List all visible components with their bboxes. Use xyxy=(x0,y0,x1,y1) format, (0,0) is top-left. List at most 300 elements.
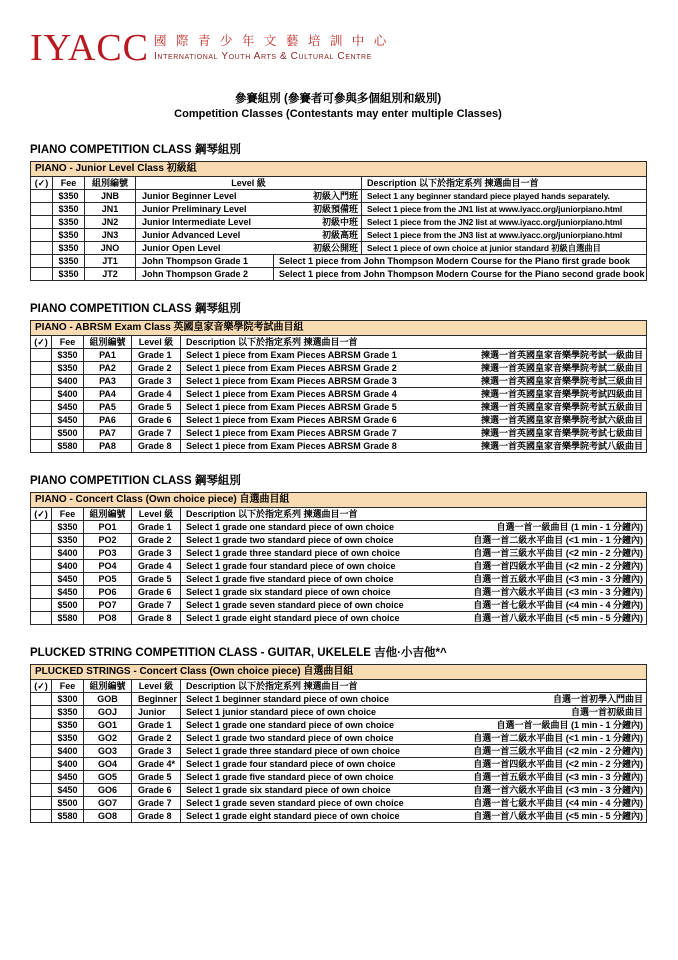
description-cell xyxy=(181,521,647,534)
table-body xyxy=(31,190,647,281)
level-cell: John Thompson Grade 1 xyxy=(136,255,274,268)
text-chinese: 自選一首五級水平曲目 (<3 min - 3 分鐘內) xyxy=(473,574,643,584)
description-cell: Select 1 piece from John Thompson Modern Course for the Piano first grade book xyxy=(274,255,647,268)
description-cell xyxy=(181,427,647,440)
fee-cell: $350 xyxy=(53,242,85,255)
table-row xyxy=(31,719,647,732)
level-cell: Beginner xyxy=(132,693,181,706)
text-chinese: 揀選一首英國皇家音樂學院考試八級曲目 xyxy=(480,441,643,451)
table-band-row xyxy=(31,493,647,508)
code-cell: JN3 xyxy=(85,229,136,242)
table-row xyxy=(31,388,647,401)
text-english: Junior Intermediate Level xyxy=(142,217,252,227)
fee-cell: $450 xyxy=(52,784,84,797)
check-cell xyxy=(31,427,52,440)
code-cell: GO3 xyxy=(84,745,132,758)
table-row xyxy=(31,758,647,771)
description-cell xyxy=(181,362,647,375)
check-cell xyxy=(31,349,52,362)
level-cell: Grade 1 xyxy=(132,719,181,732)
description-cell xyxy=(181,771,647,784)
text-english: Select 1 grade one standard piece of own choice xyxy=(186,720,395,730)
level-cell: Grade 3 xyxy=(132,547,181,560)
table-row xyxy=(31,784,647,797)
code-cell: PA4 xyxy=(84,388,132,401)
level-cell: Grade 2 xyxy=(132,534,181,547)
description-cell xyxy=(181,719,647,732)
fee-cell: $350 xyxy=(52,706,84,719)
text-english: Select 1 grade one standard piece of own choice xyxy=(186,522,395,532)
level-cell: Grade 5 xyxy=(132,771,181,784)
table-row xyxy=(31,401,647,414)
text-chinese: 自選一首三級水平曲目 (<2 min - 2 分鐘內) xyxy=(473,548,643,558)
fee-cell: $400 xyxy=(52,547,84,560)
code-cell: PA3 xyxy=(84,375,132,388)
text-english: Select 1 piece from Exam Pieces ABRSM Grade 6 xyxy=(186,415,397,425)
check-cell xyxy=(31,758,52,771)
text-english: Select 1 grade five standard piece of own choice xyxy=(186,574,394,584)
description-cell xyxy=(181,401,647,414)
column-level: Level 級 xyxy=(132,680,181,693)
code-cell: PA6 xyxy=(84,414,132,427)
table-row xyxy=(31,229,647,242)
code-cell: GO5 xyxy=(84,771,132,784)
description-cell xyxy=(181,586,647,599)
text-chinese: 初級高班 xyxy=(321,230,358,240)
description-cell xyxy=(181,706,647,719)
table-header-row xyxy=(31,508,647,521)
level-cell: Grade 4* xyxy=(132,758,181,771)
section-title: PIANO COMPETITION CLASS 鋼琴組別 xyxy=(30,303,241,315)
table-row xyxy=(31,362,647,375)
table-row xyxy=(31,349,647,362)
code-cell: PO8 xyxy=(84,612,132,625)
fee-cell: $500 xyxy=(52,427,84,440)
description-cell: Select 1 any beginner standard piece played hands separately. xyxy=(362,190,647,203)
check-cell xyxy=(31,745,52,758)
table-row xyxy=(31,521,647,534)
description-cell: Select 1 piece from the JN3 list at www.iyacc.org/juniorpiano.html xyxy=(362,229,647,242)
level-cell xyxy=(136,190,362,203)
description-cell xyxy=(181,547,647,560)
column-code: 組別編號 xyxy=(85,177,136,190)
level-cell: Grade 6 xyxy=(132,784,181,797)
table-row xyxy=(31,534,647,547)
text-chinese: 自選一首七級水平曲目 (<4 min - 4 分鐘內) xyxy=(473,600,643,610)
text-english: Select 1 piece from Exam Pieces ABRSM Grade 8 xyxy=(186,441,397,451)
code-cell: PO5 xyxy=(84,573,132,586)
column-fee: Fee xyxy=(52,508,84,521)
fee-cell: $400 xyxy=(52,375,84,388)
description-cell: Select 1 piece from the JN2 list at www.iyacc.org/juniorpiano.html xyxy=(362,216,647,229)
section-piano-junior xyxy=(30,141,646,281)
check-cell xyxy=(31,534,52,547)
code-cell: GO8 xyxy=(84,810,132,823)
description-cell xyxy=(181,810,647,823)
text-chinese: 揀選一首英國皇家音樂學院考試六級曲目 xyxy=(480,415,643,425)
text-english: Select 1 grade three standard piece of own choice xyxy=(186,548,401,558)
code-cell: PO1 xyxy=(84,521,132,534)
check-cell xyxy=(31,573,52,586)
logo-chinese-name: 國 際 青 少 年 文 藝 培 訓 中 心 xyxy=(154,34,390,48)
text-english: Junior Open Level xyxy=(142,243,221,253)
description-cell xyxy=(181,758,647,771)
text-english: Select 1 piece from Exam Pieces ABRSM Grade 3 xyxy=(186,376,397,386)
table-row xyxy=(31,573,647,586)
table-body xyxy=(31,693,647,823)
level-cell: Grade 7 xyxy=(132,797,181,810)
column-level: Level 級 xyxy=(136,177,362,190)
check-cell xyxy=(31,732,52,745)
fee-cell: $580 xyxy=(52,612,84,625)
text-chinese: 自選一首三級水平曲目 (<2 min - 2 分鐘內) xyxy=(473,746,644,756)
plucked-strings-table xyxy=(30,664,647,823)
check-cell xyxy=(31,547,52,560)
page-heading xyxy=(30,92,646,122)
check-cell xyxy=(31,599,52,612)
text-english: Select 1 grade six standard piece of own choice xyxy=(186,785,391,795)
text-english: Junior Advanced Level xyxy=(142,230,241,240)
text-chinese: 初級入門班 xyxy=(312,191,358,201)
table-row xyxy=(31,255,647,268)
table-row xyxy=(31,706,647,719)
column-description: Description 以下於指定系列 揀選曲目一首 xyxy=(181,508,647,521)
text-english: Select 1 grade two standard piece of own choice xyxy=(186,535,394,545)
check-cell xyxy=(31,203,53,216)
text-chinese: 自選一首初學入門曲目 xyxy=(553,694,644,704)
table-row xyxy=(31,375,647,388)
text-chinese: 自選一首八級水平曲目 (<5 min - 5 分鐘內) xyxy=(473,811,644,821)
text-chinese: 自選一首二級水平曲目 (<1 min - 1 分鐘內) xyxy=(473,733,644,743)
check-cell xyxy=(31,216,53,229)
text-english: Select 1 piece from Exam Pieces ABRSM Grade 2 xyxy=(186,363,397,373)
text-english: Select 1 piece from Exam Pieces ABRSM Grade 7 xyxy=(186,428,397,438)
text-chinese: 自選一首六級水平曲目 (<3 min - 3 分鐘內) xyxy=(473,587,643,597)
column-level: Level 級 xyxy=(132,336,181,349)
fee-cell: $400 xyxy=(52,745,84,758)
fee-cell: $450 xyxy=(52,414,84,427)
column-fee: Fee xyxy=(52,336,84,349)
text-chinese: 自選一首一級曲目 (1 min - 1 分鐘內) xyxy=(496,720,644,730)
text-chinese: 自選一首四級水平曲目 (<2 min - 2 分鐘內) xyxy=(473,561,643,571)
code-cell: PO7 xyxy=(84,599,132,612)
piano-concert-table xyxy=(30,492,647,625)
text-chinese: 自選一首七級水平曲目 (<4 min - 4 分鐘內) xyxy=(473,798,644,808)
level-cell xyxy=(136,216,362,229)
level-cell: John Thompson Grade 2 xyxy=(136,268,274,281)
description-cell xyxy=(181,388,647,401)
level-cell: Grade 5 xyxy=(132,401,181,414)
description-cell xyxy=(181,349,647,362)
text-chinese: 揀選一首英國皇家音樂學院考試五級曲目 xyxy=(480,402,643,412)
code-cell: JN1 xyxy=(85,203,136,216)
fee-cell: $350 xyxy=(53,229,85,242)
column-level: Level 級 xyxy=(132,508,181,521)
check-cell xyxy=(31,797,52,810)
column-code: 組別編號 xyxy=(84,508,132,521)
fee-cell: $500 xyxy=(52,797,84,810)
text-english: Select 1 beginner standard piece of own choice xyxy=(186,694,390,704)
text-chinese: 自選一首初級曲目 xyxy=(571,707,644,717)
code-cell: GO6 xyxy=(84,784,132,797)
text-chinese: 揀選一首英國皇家音樂學院考試四級曲目 xyxy=(480,389,643,399)
level-cell: Grade 6 xyxy=(132,414,181,427)
description-cell xyxy=(181,573,647,586)
description-cell: Select 1 piece from the JN1 list at www.iyacc.org/juniorpiano.html xyxy=(362,203,647,216)
fee-cell: $350 xyxy=(52,732,84,745)
fee-cell: $450 xyxy=(52,573,84,586)
level-cell: Grade 3 xyxy=(132,375,181,388)
text-chinese: 揀選一首英國皇家音樂學院考試一級曲目 xyxy=(480,350,643,360)
fee-cell: $350 xyxy=(53,268,85,281)
table-row xyxy=(31,560,647,573)
table-band-row xyxy=(31,162,647,177)
level-cell: Grade 8 xyxy=(132,612,181,625)
column-check: (✓) xyxy=(31,177,53,190)
text-english: Select 1 grade eight standard piece of own choice xyxy=(186,613,400,623)
text-chinese: 自選一首六級水平曲目 (<3 min - 3 分鐘內) xyxy=(473,785,644,795)
level-cell: Grade 7 xyxy=(132,427,181,440)
logo-text xyxy=(154,30,389,64)
code-cell: GO1 xyxy=(84,719,132,732)
check-cell xyxy=(31,375,52,388)
check-cell xyxy=(31,242,53,255)
heading-chinese: 參賽組別 (參賽者可參與多個組別和級別) xyxy=(234,93,442,105)
fee-cell: $350 xyxy=(53,190,85,203)
description-cell xyxy=(181,693,647,706)
description-cell xyxy=(181,732,647,745)
table-row xyxy=(31,440,647,453)
table-row xyxy=(31,797,647,810)
check-cell xyxy=(31,771,52,784)
logo-english-name: International Youth Arts & Cultural Centre xyxy=(154,51,372,62)
table-row xyxy=(31,599,647,612)
text-english: Select 1 piece from Exam Pieces ABRSM Grade 5 xyxy=(186,402,397,412)
code-cell: JT1 xyxy=(85,255,136,268)
table-row xyxy=(31,732,647,745)
fee-cell: $300 xyxy=(52,693,84,706)
level-cell: Grade 7 xyxy=(132,599,181,612)
description-cell xyxy=(181,612,647,625)
check-cell xyxy=(31,401,52,414)
description-cell xyxy=(181,534,647,547)
level-cell: Junior xyxy=(132,706,181,719)
check-cell xyxy=(31,414,52,427)
table-row xyxy=(31,414,647,427)
level-cell: Grade 1 xyxy=(132,349,181,362)
table-row xyxy=(31,547,647,560)
table-body xyxy=(31,521,647,625)
table-row xyxy=(31,771,647,784)
text-chinese: 揀選一首英國皇家音樂學院考試三級曲目 xyxy=(480,376,643,386)
text-english: Junior Preliminary Level xyxy=(142,204,247,214)
text-english: Select 1 piece from Exam Pieces ABRSM Grade 1 xyxy=(186,350,397,360)
check-cell xyxy=(31,190,53,203)
column-description: Description 以下於指定系列 揀選曲目一首 xyxy=(362,177,647,190)
column-check: (✓) xyxy=(31,508,52,521)
fee-cell: $350 xyxy=(52,534,84,547)
description-cell xyxy=(181,375,647,388)
check-cell xyxy=(31,440,52,453)
table-header-row xyxy=(31,680,647,693)
text-chinese: 揀選一首英國皇家音樂學院考試二級曲目 xyxy=(480,363,643,373)
check-cell xyxy=(31,810,52,823)
description-cell: Select 1 piece from John Thompson Modern Course for the Piano second grade book xyxy=(274,268,647,281)
section-piano-abrsm xyxy=(30,300,646,453)
table-band-title: PIANO - ABRSM Exam Class 英國皇家音樂學院考試曲目組 xyxy=(31,321,647,336)
table-row xyxy=(31,586,647,599)
logo-acronym: IYACC xyxy=(30,27,150,69)
table-header-row xyxy=(31,177,647,190)
fee-cell: $350 xyxy=(52,521,84,534)
description-cell xyxy=(181,745,647,758)
text-english: Select 1 grade four standard piece of own choice xyxy=(186,759,396,769)
code-cell: PO2 xyxy=(84,534,132,547)
level-cell: Grade 5 xyxy=(132,573,181,586)
check-cell xyxy=(31,255,53,268)
level-cell xyxy=(136,203,362,216)
section-piano-concert xyxy=(30,472,646,625)
check-cell xyxy=(31,388,52,401)
table-band-title: PIANO - Junior Level Class 初級組 xyxy=(31,162,647,177)
level-cell: Grade 4 xyxy=(132,388,181,401)
code-cell: JNO xyxy=(85,242,136,255)
description-cell: Select 1 piece of own choice at junior standard 初級自選曲目 xyxy=(362,242,647,255)
text-english: Select 1 junior standard piece of own choice xyxy=(186,707,377,717)
check-cell xyxy=(31,706,52,719)
table-row xyxy=(31,203,647,216)
description-cell xyxy=(181,440,647,453)
check-cell xyxy=(31,586,52,599)
code-cell: PO3 xyxy=(84,547,132,560)
column-check: (✓) xyxy=(31,680,52,693)
text-chinese: 自選一首四級水平曲目 (<2 min - 2 分鐘內) xyxy=(473,759,644,769)
description-cell xyxy=(181,599,647,612)
column-code: 組別編號 xyxy=(84,680,132,693)
table-row xyxy=(31,745,647,758)
text-english: Select 1 grade four standard piece of own choice xyxy=(186,561,396,571)
fee-cell: $580 xyxy=(52,440,84,453)
check-cell xyxy=(31,693,52,706)
column-description: Description 以下於指定系列 揀選曲目一首 xyxy=(181,336,647,349)
fee-cell: $350 xyxy=(53,203,85,216)
description-cell xyxy=(181,797,647,810)
fee-cell: $450 xyxy=(52,401,84,414)
text-english: Select 1 piece from Exam Pieces ABRSM Grade 4 xyxy=(186,389,397,399)
level-cell: Grade 4 xyxy=(132,560,181,573)
section-plucked-strings xyxy=(30,644,646,823)
text-chinese: 初級公開班 xyxy=(312,243,358,253)
description-cell xyxy=(181,414,647,427)
code-cell: PA1 xyxy=(84,349,132,362)
fee-cell: $450 xyxy=(52,771,84,784)
level-cell: Grade 3 xyxy=(132,745,181,758)
text-english: Select 1 grade seven standard piece of own choice xyxy=(186,600,404,610)
code-cell: PA8 xyxy=(84,440,132,453)
text-chinese: 自選一首一級曲目 (1 min - 1 分鐘內) xyxy=(496,522,643,532)
text-english: Select 1 grade three standard piece of own choice xyxy=(186,746,401,756)
text-chinese: 自選一首五級水平曲目 (<3 min - 3 分鐘內) xyxy=(473,772,644,782)
text-english: Select 1 grade seven standard piece of own choice xyxy=(186,798,404,808)
text-chinese: 初級預備班 xyxy=(312,204,358,214)
table-header-row xyxy=(31,336,647,349)
description-cell xyxy=(181,560,647,573)
code-cell: PA7 xyxy=(84,427,132,440)
fee-cell: $400 xyxy=(52,388,84,401)
column-code: 組別編號 xyxy=(84,336,132,349)
text-english: Select 1 grade five standard piece of own choice xyxy=(186,772,394,782)
code-cell: JN2 xyxy=(85,216,136,229)
check-cell xyxy=(31,784,52,797)
code-cell: PA2 xyxy=(84,362,132,375)
table-row xyxy=(31,612,647,625)
text-chinese: 自選一首八級水平曲目 (<5 min - 5 分鐘內) xyxy=(473,613,643,623)
column-fee: Fee xyxy=(52,680,84,693)
fee-cell: $350 xyxy=(53,216,85,229)
table-band-title: PLUCKED STRINGS - Concert Class (Own choice piece) 自選曲目組 xyxy=(31,665,647,680)
column-fee: Fee xyxy=(53,177,85,190)
text-english: Select 1 grade eight standard piece of own choice xyxy=(186,811,400,821)
fee-cell: $450 xyxy=(52,586,84,599)
check-cell xyxy=(31,362,52,375)
text-english: Select 1 grade six standard piece of own choice xyxy=(186,587,391,597)
level-cell: Grade 2 xyxy=(132,732,181,745)
fee-cell: $350 xyxy=(52,349,84,362)
code-cell: GO7 xyxy=(84,797,132,810)
check-cell xyxy=(31,268,53,281)
table-band-title: PIANO - Concert Class (Own choice piece) 自選曲目組 xyxy=(31,493,647,508)
description-cell xyxy=(181,784,647,797)
code-cell: PA5 xyxy=(84,401,132,414)
code-cell: GOB xyxy=(84,693,132,706)
check-cell xyxy=(31,521,52,534)
check-cell xyxy=(31,229,53,242)
level-cell: Grade 8 xyxy=(132,440,181,453)
fee-cell: $400 xyxy=(52,560,84,573)
level-cell xyxy=(136,242,362,255)
fee-cell: $400 xyxy=(52,758,84,771)
check-cell xyxy=(31,719,52,732)
fee-cell: $500 xyxy=(52,599,84,612)
text-english: Junior Beginner Level xyxy=(142,191,237,201)
table-row xyxy=(31,242,647,255)
text-chinese: 初級中班 xyxy=(321,217,358,227)
level-cell: Grade 8 xyxy=(132,810,181,823)
section-title: PIANO COMPETITION CLASS 鋼琴組別 xyxy=(30,475,241,487)
code-cell: JT2 xyxy=(85,268,136,281)
table-row xyxy=(31,268,647,281)
level-cell: Grade 1 xyxy=(132,521,181,534)
code-cell: GO2 xyxy=(84,732,132,745)
iyacc-logo xyxy=(30,27,646,69)
code-cell: PO4 xyxy=(84,560,132,573)
table-band-row xyxy=(31,321,647,336)
check-cell xyxy=(31,560,52,573)
level-cell: Grade 6 xyxy=(132,586,181,599)
code-cell: JNB xyxy=(85,190,136,203)
table-band-row xyxy=(31,665,647,680)
text-english: Select 1 grade two standard piece of own choice xyxy=(186,733,394,743)
section-title: PIANO COMPETITION CLASS 鋼琴組別 xyxy=(30,144,241,156)
table-row xyxy=(31,216,647,229)
piano-abrsm-table xyxy=(30,320,647,453)
column-check: (✓) xyxy=(31,336,52,349)
fee-cell: $350 xyxy=(53,255,85,268)
table-row xyxy=(31,190,647,203)
code-cell: PO6 xyxy=(84,586,132,599)
table-row xyxy=(31,427,647,440)
fee-cell: $580 xyxy=(52,810,84,823)
